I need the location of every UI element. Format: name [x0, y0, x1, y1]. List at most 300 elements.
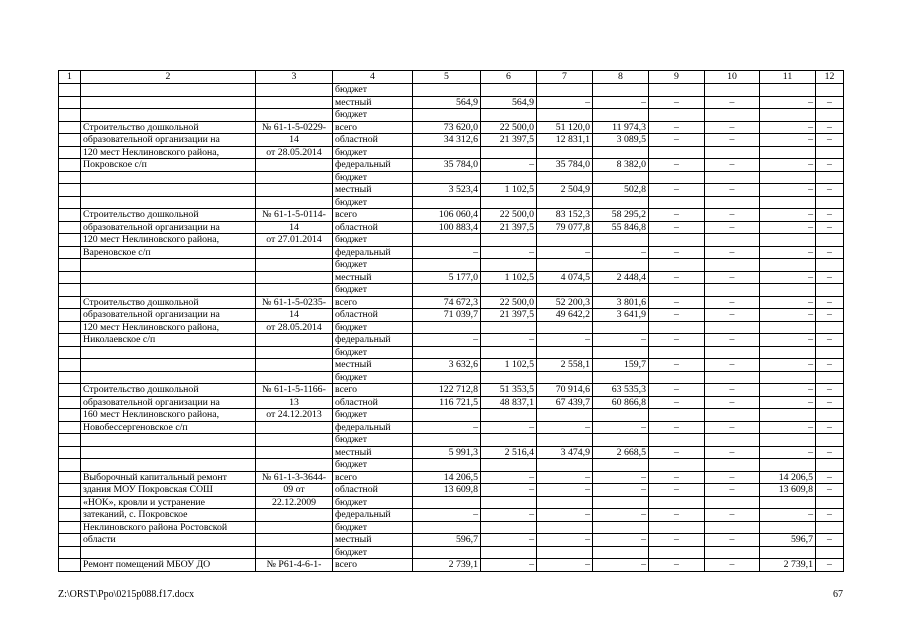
table-cell: [81, 196, 256, 209]
table-cell: [256, 371, 333, 384]
table-cell: [816, 146, 844, 159]
table-cell: [256, 434, 333, 447]
table-row: [59, 259, 844, 272]
table-cell: [593, 259, 649, 272]
table-cell: бюджет: [333, 171, 413, 184]
table-row: [59, 209, 844, 222]
table-cell: [413, 434, 481, 447]
table-cell: Николаевское с/п: [81, 334, 256, 347]
table-row: [59, 309, 844, 322]
table-cell: [81, 184, 256, 197]
table-cell: –: [705, 271, 760, 284]
table-cell: –: [705, 359, 760, 372]
table-cell: [760, 109, 816, 122]
table-row: [59, 384, 844, 397]
table-cell: –: [760, 159, 816, 172]
table-cell: –: [705, 484, 760, 497]
table-cell: [760, 459, 816, 472]
table-cell: [593, 521, 649, 534]
table-cell: [649, 109, 705, 122]
table-cell: –: [649, 246, 705, 259]
table-cell: [649, 459, 705, 472]
table-cell: [649, 146, 705, 159]
table-cell: Выборочный капитальный ремонт: [81, 471, 256, 484]
table-cell: [59, 134, 81, 147]
table-cell: [705, 196, 760, 209]
table-cell: –: [649, 396, 705, 409]
table-cell: 2 516,4: [481, 446, 537, 459]
table-cell: –: [537, 96, 593, 109]
table-cell: [816, 171, 844, 184]
table-cell: [816, 196, 844, 209]
table-cell: [59, 284, 81, 297]
table-cell: Покровское с/п: [81, 159, 256, 172]
table-cell: –: [705, 121, 760, 134]
table-cell: [705, 459, 760, 472]
table-cell: 49 642,2: [537, 309, 593, 322]
table-cell: [81, 96, 256, 109]
table-cell: [649, 234, 705, 247]
table-cell: [59, 109, 81, 122]
table-cell: 3 089,5: [593, 134, 649, 147]
table-cell: 100 883,4: [413, 221, 481, 234]
table-cell: [59, 521, 81, 534]
table-cell: областной: [333, 309, 413, 322]
table-cell: 34 312,6: [413, 134, 481, 147]
table-cell: здания МОУ Покровская СОШ: [81, 484, 256, 497]
table-cell: [481, 171, 537, 184]
table-cell: 22.12.2009: [256, 496, 333, 509]
table-cell: [59, 84, 81, 97]
table-cell: образовательной организации на: [81, 396, 256, 409]
table-cell: 120 мест Неклиновского района,: [81, 146, 256, 159]
table-cell: [59, 121, 81, 134]
table-cell: 14: [256, 309, 333, 322]
table-cell: –: [593, 509, 649, 522]
table-cell: –: [760, 309, 816, 322]
table-cell: [760, 171, 816, 184]
table-cell: [649, 284, 705, 297]
table-cell: от 24.12.2013: [256, 409, 333, 422]
table-row: [59, 134, 844, 147]
table-row: [59, 109, 844, 122]
table-cell: –: [816, 471, 844, 484]
table-cell: Вареновское с/п: [81, 246, 256, 259]
table-cell: –: [593, 484, 649, 497]
table-cell: –: [816, 334, 844, 347]
column-number: 5: [413, 71, 481, 84]
table-cell: –: [481, 484, 537, 497]
table-cell: [59, 196, 81, 209]
table-cell: федеральный: [333, 421, 413, 434]
table-cell: [413, 109, 481, 122]
table-cell: –: [649, 271, 705, 284]
table-cell: федеральный: [333, 246, 413, 259]
table-cell: [256, 109, 333, 122]
table-cell: –: [481, 421, 537, 434]
table-row: [59, 459, 844, 472]
table-cell: бюджет: [333, 234, 413, 247]
table-cell: –: [537, 471, 593, 484]
table-cell: Строительство дошкольной: [81, 209, 256, 222]
table-cell: –: [760, 221, 816, 234]
table-cell: [59, 434, 81, 447]
table-cell: [760, 434, 816, 447]
table-cell: [59, 296, 81, 309]
table-cell: [649, 259, 705, 272]
table-row: [59, 321, 844, 334]
table-row: [59, 396, 844, 409]
table-cell: [481, 434, 537, 447]
table-cell: [649, 321, 705, 334]
table-cell: –: [816, 246, 844, 259]
table-cell: бюджет: [333, 146, 413, 159]
table-cell: 74 672,3: [413, 296, 481, 309]
table-cell: 09 от: [256, 484, 333, 497]
table-cell: [81, 546, 256, 559]
table-cell: [593, 284, 649, 297]
table-cell: 21 397,5: [481, 221, 537, 234]
table-cell: –: [593, 246, 649, 259]
table-cell: областной: [333, 221, 413, 234]
table-cell: бюджет: [333, 409, 413, 422]
table-cell: –: [705, 509, 760, 522]
table-cell: [593, 109, 649, 122]
table-cell: [649, 84, 705, 97]
table-cell: –: [760, 296, 816, 309]
table-cell: [81, 371, 256, 384]
table-row: [59, 496, 844, 509]
table-cell: [81, 459, 256, 472]
table-cell: –: [816, 271, 844, 284]
table-cell: 13 609,8: [413, 484, 481, 497]
page-number: 67: [833, 589, 843, 600]
table-cell: федеральный: [333, 159, 413, 172]
table-cell: –: [413, 334, 481, 347]
table-cell: 3 641,9: [593, 309, 649, 322]
table-cell: –: [760, 134, 816, 147]
table-row: [59, 446, 844, 459]
table-cell: [649, 196, 705, 209]
table-cell: [81, 446, 256, 459]
table-cell: [816, 521, 844, 534]
table-cell: [537, 146, 593, 159]
table-cell: –: [593, 421, 649, 434]
column-number: 6: [481, 71, 537, 84]
table-cell: [705, 321, 760, 334]
table-cell: –: [760, 359, 816, 372]
table-cell: [481, 409, 537, 422]
table-cell: [649, 371, 705, 384]
table-row: [59, 346, 844, 359]
table-cell: 2 448,4: [593, 271, 649, 284]
table-cell: местный: [333, 534, 413, 547]
table-cell: [649, 434, 705, 447]
table-cell: Новобессергеновское с/п: [81, 421, 256, 434]
table-cell: 5 991,3: [413, 446, 481, 459]
table-cell: областной: [333, 484, 413, 497]
table-cell: 122 712,8: [413, 384, 481, 397]
table-cell: местный: [333, 446, 413, 459]
table-cell: 3 474,9: [537, 446, 593, 459]
column-number: 3: [256, 71, 333, 84]
table-cell: [81, 171, 256, 184]
table-cell: [593, 234, 649, 247]
table-cell: –: [481, 559, 537, 572]
table-cell: –: [481, 471, 537, 484]
table-cell: –: [760, 271, 816, 284]
table-cell: –: [649, 421, 705, 434]
table-cell: –: [481, 534, 537, 547]
table-cell: –: [649, 296, 705, 309]
table-cell: [59, 184, 81, 197]
table-row: [59, 359, 844, 372]
table-cell: [593, 321, 649, 334]
table-cell: –: [760, 209, 816, 222]
column-number: 1: [59, 71, 81, 84]
table-cell: [481, 84, 537, 97]
table-row: [59, 546, 844, 559]
table-cell: всего: [333, 209, 413, 222]
table-cell: [59, 171, 81, 184]
table-row: [59, 159, 844, 172]
table-cell: [816, 371, 844, 384]
table-cell: –: [649, 484, 705, 497]
table-cell: 14: [256, 221, 333, 234]
table-row: [59, 296, 844, 309]
table-cell: 502,8: [593, 184, 649, 197]
table-cell: всего: [333, 384, 413, 397]
table-cell: –: [760, 421, 816, 434]
table-cell: 63 535,3: [593, 384, 649, 397]
table-cell: 2 558,1: [537, 359, 593, 372]
table-cell: [413, 171, 481, 184]
table-cell: –: [816, 384, 844, 397]
table-cell: [705, 146, 760, 159]
table-cell: от 28.05.2014: [256, 146, 333, 159]
table-row: [59, 184, 844, 197]
table-cell: [59, 409, 81, 422]
table-cell: –: [705, 159, 760, 172]
column-number: 12: [816, 71, 844, 84]
table-cell: [59, 96, 81, 109]
table-cell: –: [816, 209, 844, 222]
table-cell: –: [816, 134, 844, 147]
table-cell: [537, 196, 593, 209]
table-cell: местный: [333, 184, 413, 197]
table-row: [59, 84, 844, 97]
table-cell: [760, 521, 816, 534]
table-cell: [256, 259, 333, 272]
table-cell: «НОК», кровли и устранение: [81, 496, 256, 509]
table-cell: 120 мест Неклиновского района,: [81, 321, 256, 334]
table-cell: –: [705, 296, 760, 309]
table-cell: бюджет: [333, 109, 413, 122]
table-cell: 159,7: [593, 359, 649, 372]
table-row: [59, 421, 844, 434]
table-cell: –: [649, 96, 705, 109]
table-cell: 106 060,4: [413, 209, 481, 222]
table-cell: области: [81, 534, 256, 547]
table-cell: [256, 459, 333, 472]
table-cell: [256, 334, 333, 347]
table-cell: [481, 196, 537, 209]
table-cell: 11 974,3: [593, 121, 649, 134]
table-cell: [413, 496, 481, 509]
table-cell: –: [593, 559, 649, 572]
table-row: [59, 371, 844, 384]
table-cell: образовательной организации на: [81, 134, 256, 147]
table-cell: –: [649, 384, 705, 397]
table-cell: –: [760, 246, 816, 259]
table-cell: [413, 521, 481, 534]
table-cell: 1 102,5: [481, 359, 537, 372]
table-cell: [59, 159, 81, 172]
table-cell: [256, 346, 333, 359]
table-cell: [481, 284, 537, 297]
table-cell: 160 мест Неклиновского района,: [81, 409, 256, 422]
table-cell: [256, 534, 333, 547]
table-cell: –: [649, 446, 705, 459]
table-cell: [537, 546, 593, 559]
table-cell: [760, 146, 816, 159]
table-cell: –: [760, 509, 816, 522]
table-cell: [649, 409, 705, 422]
table-cell: –: [649, 221, 705, 234]
table-cell: Строительство дошкольной: [81, 296, 256, 309]
table-row: [59, 121, 844, 134]
table-cell: [59, 559, 81, 572]
table-cell: [59, 359, 81, 372]
table-cell: [593, 434, 649, 447]
budget-table: [58, 70, 844, 572]
table-cell: [649, 546, 705, 559]
table-cell: 13 609,8: [760, 484, 816, 497]
table-cell: [481, 234, 537, 247]
table-cell: [760, 346, 816, 359]
table-cell: 51 353,5: [481, 384, 537, 397]
header-row: [59, 71, 844, 84]
table-cell: [413, 284, 481, 297]
table-cell: –: [705, 559, 760, 572]
table-row: [59, 271, 844, 284]
table-cell: –: [481, 246, 537, 259]
table-cell: [481, 321, 537, 334]
table-cell: –: [649, 309, 705, 322]
table-cell: [256, 271, 333, 284]
table-cell: от 27.01.2014: [256, 234, 333, 247]
table-cell: [59, 471, 81, 484]
table-cell: –: [413, 421, 481, 434]
table-row: [59, 221, 844, 234]
table-cell: бюджет: [333, 459, 413, 472]
table-cell: –: [705, 96, 760, 109]
table-row: [59, 284, 844, 297]
table-cell: [256, 196, 333, 209]
table-cell: [256, 521, 333, 534]
table-cell: 2 739,1: [760, 559, 816, 572]
footer-file-path: Z:\ORST\Ppo\0215p088.f17.docx: [58, 589, 195, 600]
table-cell: [760, 496, 816, 509]
table-cell: –: [705, 384, 760, 397]
table-cell: 5 177,0: [413, 271, 481, 284]
table-cell: –: [649, 359, 705, 372]
table-cell: –: [760, 446, 816, 459]
table-cell: 60 866,8: [593, 396, 649, 409]
table-cell: –: [481, 509, 537, 522]
table-cell: бюджет: [333, 521, 413, 534]
table-cell: –: [593, 534, 649, 547]
column-number: 7: [537, 71, 593, 84]
table-cell: –: [705, 421, 760, 434]
table-cell: [413, 371, 481, 384]
table-cell: № 61-1-3-3644-: [256, 471, 333, 484]
table-cell: [481, 109, 537, 122]
table-cell: –: [760, 184, 816, 197]
table-cell: –: [705, 209, 760, 222]
table-cell: [256, 184, 333, 197]
table-cell: [481, 259, 537, 272]
table-cell: 79 077,8: [537, 221, 593, 234]
table-cell: [413, 409, 481, 422]
table-cell: –: [760, 121, 816, 134]
table-cell: федеральный: [333, 334, 413, 347]
table-cell: [59, 396, 81, 409]
table-row: [59, 471, 844, 484]
table-cell: [705, 171, 760, 184]
table-cell: –: [649, 134, 705, 147]
table-row: [59, 146, 844, 159]
table-cell: 564,9: [481, 96, 537, 109]
table-cell: [649, 496, 705, 509]
table-row: [59, 196, 844, 209]
table-cell: [59, 546, 81, 559]
table-cell: [413, 459, 481, 472]
table-cell: –: [537, 509, 593, 522]
table-cell: 3 801,6: [593, 296, 649, 309]
table-cell: [816, 546, 844, 559]
table-cell: 116 721,5: [413, 396, 481, 409]
table-cell: [537, 521, 593, 534]
table-cell: [59, 146, 81, 159]
table-cell: [59, 384, 81, 397]
table-cell: [59, 421, 81, 434]
table-cell: [413, 196, 481, 209]
table-cell: [59, 484, 81, 497]
table-cell: федеральный: [333, 509, 413, 522]
table-cell: –: [816, 309, 844, 322]
table-cell: [59, 496, 81, 509]
table-cell: [413, 546, 481, 559]
table-cell: –: [705, 396, 760, 409]
table-row: [59, 484, 844, 497]
table-cell: [649, 171, 705, 184]
table-cell: 2 668,5: [593, 446, 649, 459]
table-cell: от 28.05.2014: [256, 321, 333, 334]
table-cell: –: [649, 334, 705, 347]
table-cell: –: [760, 384, 816, 397]
table-cell: –: [537, 421, 593, 434]
table-cell: [59, 271, 81, 284]
table-cell: бюджет: [333, 546, 413, 559]
table-cell: –: [413, 246, 481, 259]
table-cell: –: [816, 221, 844, 234]
table-cell: [59, 246, 81, 259]
table-cell: –: [537, 246, 593, 259]
table-cell: Неклиновского района Ростовской: [81, 521, 256, 534]
table-cell: бюджет: [333, 259, 413, 272]
table-cell: –: [816, 359, 844, 372]
